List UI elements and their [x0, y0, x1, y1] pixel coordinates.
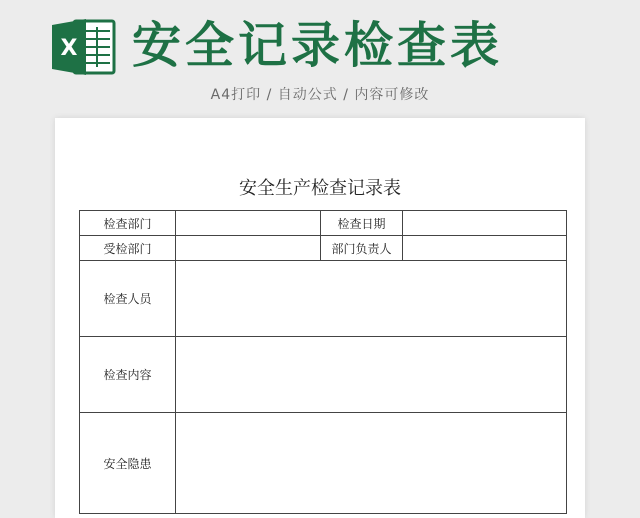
inspecting-department-field[interactable] [176, 211, 321, 236]
inspectors-field[interactable] [176, 261, 567, 337]
label-cell: 部门负责人 [321, 236, 403, 261]
excel-icon-letter: X [60, 36, 78, 61]
banner-subtitle: A4打印 / 自动公式 / 内容可修改 [210, 87, 430, 103]
inspection-content-field[interactable] [176, 337, 567, 413]
label-cell: 受检部门 [80, 236, 176, 261]
table-row [80, 236, 567, 261]
banner [0, 0, 640, 112]
document-title: 安全生产检查记录表 [239, 178, 401, 199]
excel-icon [52, 17, 116, 77]
banner-title: 安全记录检查表 [132, 16, 504, 74]
label-cell: 检查内容 [80, 337, 176, 413]
table-row [80, 211, 567, 236]
label-cell: 检查日期 [321, 211, 403, 236]
table-row [80, 413, 567, 514]
table-row [80, 261, 567, 337]
label-cell: 安全隐患 [80, 413, 176, 514]
inspected-department-field[interactable] [176, 236, 321, 261]
inspection-form-table [79, 210, 567, 514]
table-row [80, 337, 567, 413]
document-sheet [55, 118, 585, 518]
inspection-date-field[interactable] [403, 211, 567, 236]
department-head-field[interactable] [403, 236, 567, 261]
label-cell: 检查部门 [80, 211, 176, 236]
label-cell: 检查人员 [80, 261, 176, 337]
safety-hazards-field[interactable] [176, 413, 567, 514]
